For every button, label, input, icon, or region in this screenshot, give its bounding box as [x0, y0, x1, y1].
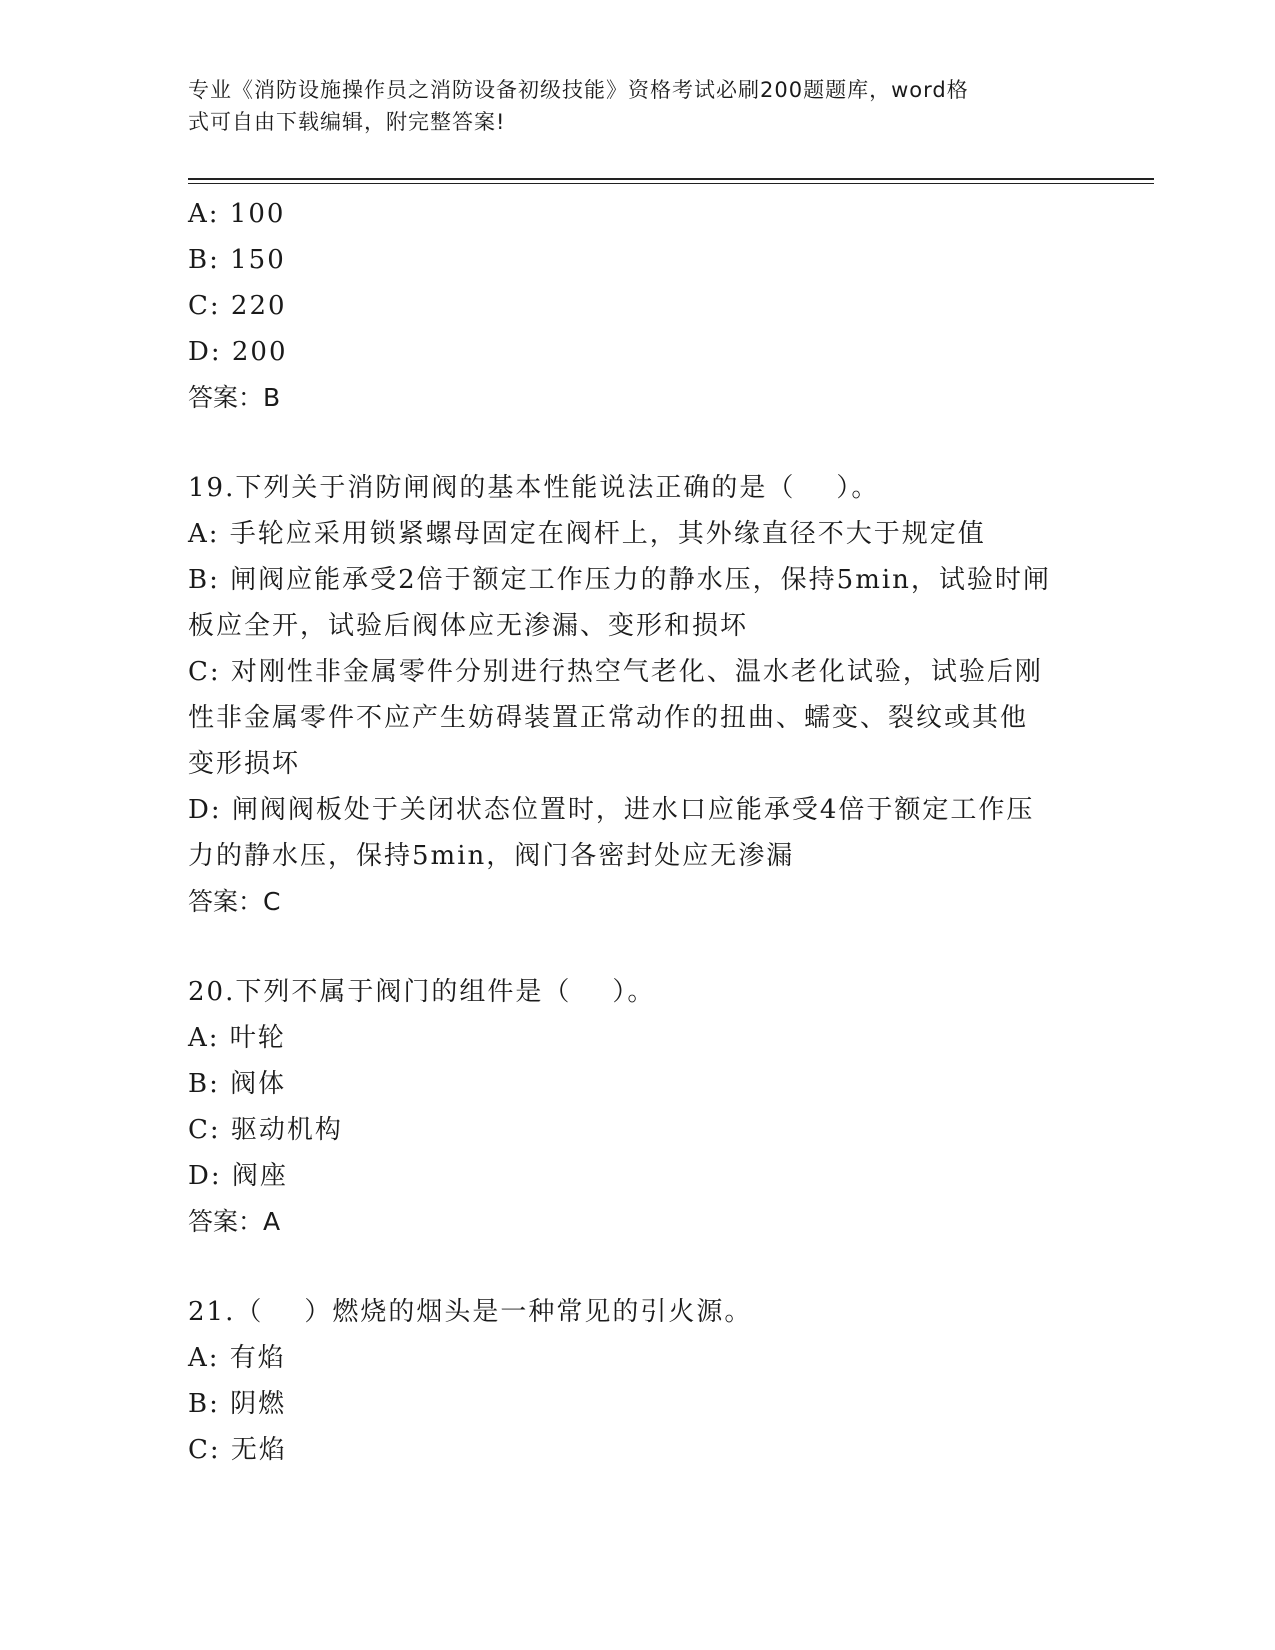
option-d: D: 阀座	[188, 1161, 288, 1191]
option-d-line-1: D: 闸阀阀板处于关闭状态位置时，进水口应能承受4倍于额定工作压	[188, 795, 1035, 825]
option-c: C: 驱动机构	[188, 1115, 343, 1145]
option-a: A: 手轮应采用锁紧螺母固定在阀杆上，其外缘直径不大于规定值	[188, 519, 986, 549]
document-header	[188, 74, 1088, 138]
header-rule-thin	[188, 183, 1154, 184]
question-content	[188, 191, 1088, 1517]
question-19	[188, 465, 1088, 925]
option-a: A: 有焰	[188, 1343, 286, 1373]
question-21	[188, 1289, 1088, 1473]
option-c: C: 无焰	[188, 1435, 287, 1465]
option-a: A: 100	[188, 199, 286, 229]
option-d: D: 200	[188, 337, 288, 367]
header-line-2: 式可自由下载编辑，附完整答案!	[188, 110, 506, 134]
option-b-line-1: B: 闸阀应能承受2倍于额定工作压力的静水压，保持5min，试验时闸	[188, 565, 1051, 595]
option-c: C: 220	[188, 291, 287, 321]
header-line-1: 专业《消防设施操作员之消防设备初级技能》资格考试必刷200题题库，word格	[188, 78, 969, 102]
option-c-line-2: 性非金属零件不应产生妨碍装置正常动作的扭曲、蠕变、裂纹或其他	[188, 703, 1029, 733]
option-c-line-1: C: 对刚性非金属零件分别进行热空气老化、温水老化试验，试验后刚	[188, 657, 1043, 687]
answer-line: 答案：B	[188, 383, 281, 412]
question-18-options	[188, 191, 1088, 421]
option-a: A: 叶轮	[188, 1023, 286, 1053]
question-20	[188, 969, 1088, 1245]
answer-line: 答案：C	[188, 887, 281, 916]
question-stem: 21.（ ）燃烧的烟头是一种常见的引火源。	[188, 1297, 753, 1327]
option-b: B: 阀体	[188, 1069, 287, 1099]
header-rule-thick	[188, 178, 1154, 180]
option-d-line-2: 力的静水压，保持5min，阀门各密封处应无渗漏	[188, 841, 795, 871]
option-b: B: 阴燃	[188, 1389, 287, 1419]
question-stem: 20.下列不属于阀门的组件是（ ）。	[188, 977, 656, 1007]
question-stem: 19.下列关于消防闸阀的基本性能说法正确的是（ ）。	[188, 473, 880, 503]
option-c-line-3: 变形损坏	[188, 749, 301, 779]
option-b-line-2: 板应全开，试验后阀体应无渗漏、变形和损坏	[188, 611, 749, 641]
option-b: B: 150	[188, 245, 286, 275]
answer-line: 答案：A	[188, 1207, 281, 1236]
